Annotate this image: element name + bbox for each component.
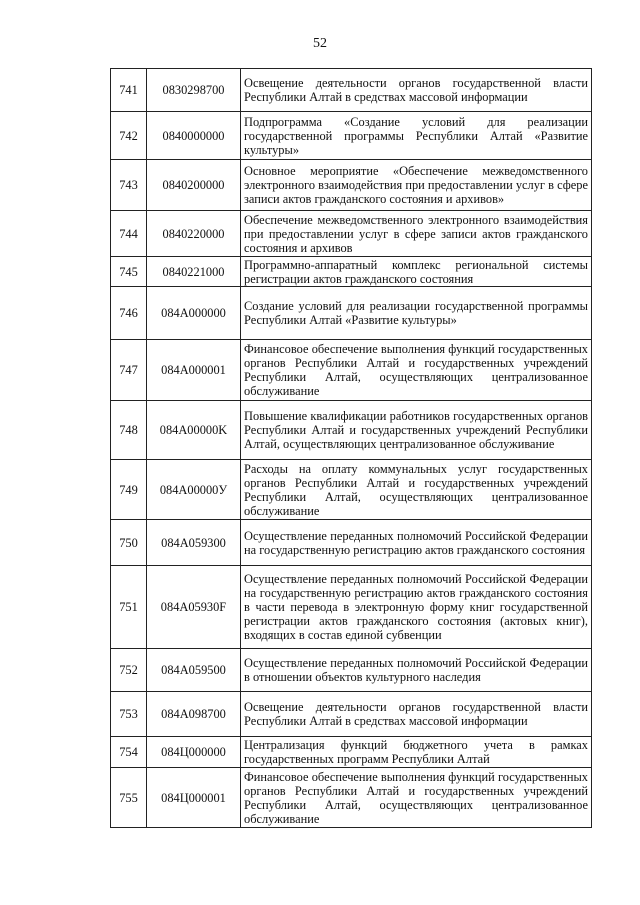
row-code: 084A000001 — [147, 340, 241, 401]
row-description: Осуществление переданных полномочий Российской Федерации на государственную регистрацию актов гражданского состояния — [241, 520, 592, 566]
row-code: 0840221000 — [147, 257, 241, 287]
row-code: 084A000000 — [147, 287, 241, 340]
row-code: 0840200000 — [147, 160, 241, 211]
table-row — [111, 566, 592, 649]
row-number: 741 — [111, 69, 147, 112]
row-description: Создание условий для реализации государственной программы Республики Алтай «Развитие культуры» — [241, 287, 592, 340]
row-code: 084A00000У — [147, 460, 241, 520]
row-number: 754 — [111, 737, 147, 768]
row-description: Финансовое обеспечение выполнения функций государственных органов Республики Алтай и государственных учреждений Республики Алтай, осуществляющих централизованное обслуживание — [241, 340, 592, 401]
row-description: Централизация функций бюджетного учета в рамках государственных программ Республики Алтай — [241, 737, 592, 768]
table-row — [111, 520, 592, 566]
row-description: Осуществление переданных полномочий Российской Федерации на государственную регистрацию актов гражданского состояния в части перевода в электронную форму книг государственной регистрации актов гражданского состояния (актовых книг), входящих в состав единой субвенции — [241, 566, 592, 649]
table-row — [111, 768, 592, 828]
table-row — [111, 287, 592, 340]
table-row — [111, 257, 592, 287]
row-description: Освещение деятельности органов государственной власти Республики Алтай в средствах массовой информации — [241, 69, 592, 112]
table-row — [111, 737, 592, 768]
row-code: 084A059300 — [147, 520, 241, 566]
row-number: 755 — [111, 768, 147, 828]
row-code: 084A00000K — [147, 401, 241, 460]
row-code: 084Ц000001 — [147, 768, 241, 828]
row-description: Повышение квалификации работников государственных органов Республики Алтай и государственных учреждений Республики Алтай, осуществляющих централизованное обслуживание — [241, 401, 592, 460]
row-code: 084A098700 — [147, 692, 241, 737]
row-description: Расходы на оплату коммунальных услуг государственных органов Республики Алтай и государственных учреждений Республики Алтай, осуществляющих централизованное обслуживание — [241, 460, 592, 520]
row-number: 745 — [111, 257, 147, 287]
row-code: 0840220000 — [147, 211, 241, 257]
row-description: Обеспечение межведомственного электронного взаимодействия при предоставлении услуг в сфере записи актов гражданского состояния и архивов — [241, 211, 592, 257]
row-number: 750 — [111, 520, 147, 566]
table-row — [111, 211, 592, 257]
row-number: 743 — [111, 160, 147, 211]
row-code: 084Ц000000 — [147, 737, 241, 768]
row-number: 746 — [111, 287, 147, 340]
table-row — [111, 649, 592, 692]
table-row — [111, 460, 592, 520]
row-description: Освещение деятельности органов государственной власти Республики Алтай в средствах массовой информации — [241, 692, 592, 737]
page-number: 52 — [313, 36, 327, 51]
row-description: Программно-аппаратный комплекс региональной системы регистрации актов гражданского состояния — [241, 257, 592, 287]
table-row — [111, 401, 592, 460]
row-number: 749 — [111, 460, 147, 520]
row-code: 084A059500 — [147, 649, 241, 692]
table-row — [111, 340, 592, 401]
row-description: Финансовое обеспечение выполнения функций государственных органов Республики Алтай и государственных учреждений Республики Алтай, осуществляющих централизованное обслуживание — [241, 768, 592, 828]
row-description: Осуществление переданных полномочий Российской Федерации в отношении объектов культурного наследия — [241, 649, 592, 692]
row-number: 744 — [111, 211, 147, 257]
row-description: Основное мероприятие «Обеспечение межведомственного электронного взаимодействия при предоставлении услуг в сфере записи актов гражданского состояния и архивов» — [241, 160, 592, 211]
row-description: Подпрограмма «Создание условий для реализации государственной программы Республики Алтай «Развитие культуры» — [241, 112, 592, 160]
table-row — [111, 112, 592, 160]
table-row — [111, 692, 592, 737]
row-code: 0840000000 — [147, 112, 241, 160]
row-number: 748 — [111, 401, 147, 460]
row-code: 0830298700 — [147, 69, 241, 112]
budget-classification-table — [110, 68, 592, 828]
row-code: 084A05930F — [147, 566, 241, 649]
row-number: 752 — [111, 649, 147, 692]
row-number: 747 — [111, 340, 147, 401]
row-number: 753 — [111, 692, 147, 737]
table-row — [111, 160, 592, 211]
row-number: 751 — [111, 566, 147, 649]
table-row — [111, 69, 592, 112]
row-number: 742 — [111, 112, 147, 160]
